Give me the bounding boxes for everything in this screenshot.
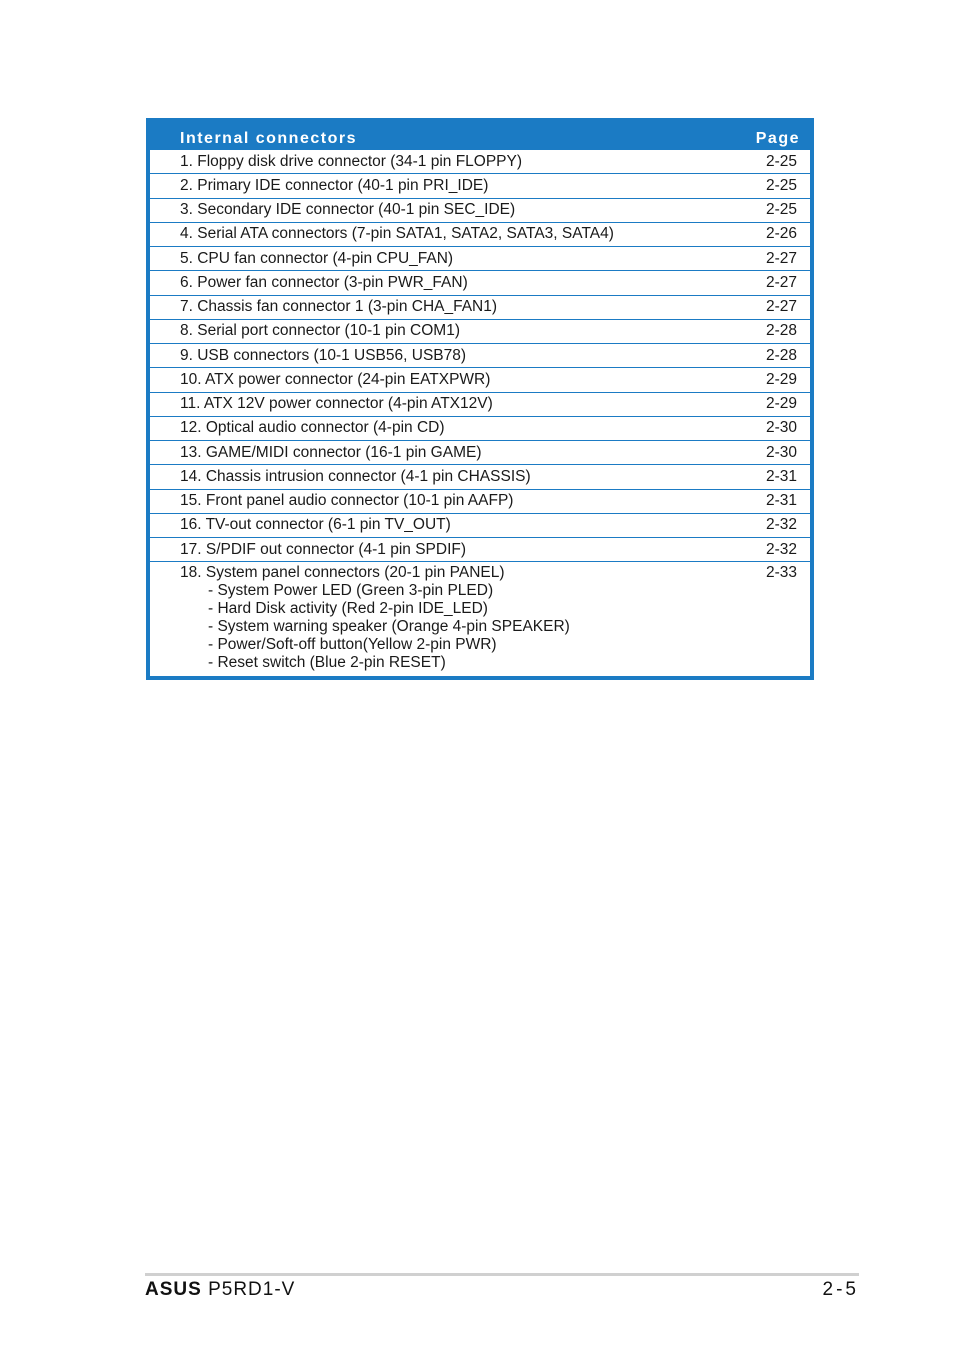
row-page: 2-30: [765, 443, 797, 461]
row-label: 16. TV-out connector (6-1 pin TV_OUT): [180, 516, 451, 534]
footer-brand: ASUS: [145, 1279, 202, 1300]
row-page: 2-28: [765, 322, 797, 340]
table-row: [150, 368, 810, 392]
row-label: 18. System panel connectors (20-1 pin PANEL): [180, 564, 505, 582]
table-row: [150, 393, 810, 417]
table-body: [150, 150, 810, 562]
sub-item-list: [180, 582, 570, 672]
row-label: 2. Primary IDE connector (40-1 pin PRI_IDE): [180, 176, 489, 194]
row-page: 2-33: [765, 564, 797, 582]
sub-item: - Power/Soft-off button(Yellow 2-pin PWR): [208, 636, 497, 654]
row-label: 17. S/PDIF out connector (4-1 pin SPDIF): [180, 540, 467, 558]
table-row: [150, 514, 810, 538]
row-label: 3. Secondary IDE connector (40-1 pin SEC_IDE): [180, 201, 516, 219]
row-label: 13. GAME/MIDI connector (16-1 pin GAME): [180, 443, 482, 461]
sub-item: - Reset switch (Blue 2-pin RESET): [208, 654, 446, 672]
row-page: 2-25: [765, 176, 797, 194]
table-row: [150, 223, 810, 247]
header-title: Internal connectors: [180, 130, 357, 147]
table-row: [150, 465, 810, 489]
row-label: 11. ATX 12V power connector (4-pin ATX12V): [180, 395, 493, 413]
row-label: 8. Serial port connector (10-1 pin COM1): [180, 322, 460, 340]
row-main: [180, 564, 570, 672]
row-page: 2-28: [765, 346, 797, 364]
row-page: 2-31: [765, 492, 797, 510]
row-page: 2-27: [765, 298, 797, 316]
table-row: [150, 320, 810, 344]
row-page: 2-25: [765, 152, 797, 170]
row-label: 7. Chassis fan connector 1 (3-pin CHA_FAN1): [180, 298, 498, 316]
row-label: 1. Floppy disk drive connector (34-1 pin FLOPPY): [180, 152, 523, 170]
internal-connectors-table: [146, 118, 814, 680]
footer-product: [145, 1279, 295, 1301]
row-label: 15. Front panel audio connector (10-1 pin AAFP): [180, 492, 514, 510]
row-label: 5. CPU fan connector (4-pin CPU_FAN): [180, 249, 454, 267]
sub-item: - System warning speaker (Orange 4-pin SPEAKER): [208, 618, 570, 636]
row-page: 2-26: [765, 225, 797, 243]
row-page: 2-32: [765, 540, 797, 558]
table-row: [150, 271, 810, 295]
table-row: [150, 441, 810, 465]
footer-page-number: 2-5: [822, 1279, 859, 1300]
table-row: [150, 247, 810, 271]
row-label: 9. USB connectors (10-1 USB56, USB78): [180, 346, 467, 364]
row-page: 2-30: [765, 419, 797, 437]
table-row: [150, 174, 810, 198]
header-page-label: Page: [755, 130, 800, 147]
row-page: 2-31: [765, 467, 797, 485]
footer-rule: [145, 1273, 859, 1276]
table-row: [150, 562, 810, 676]
row-label: 4. Serial ATA connectors (7-pin SATA1, SATA2, SATA3, SATA4): [180, 225, 614, 243]
row-page: 2-32: [765, 516, 797, 534]
table-row: [150, 417, 810, 441]
table-header: [150, 118, 810, 150]
table-row: [150, 199, 810, 223]
row-page: 2-27: [765, 249, 797, 267]
table-row: [150, 490, 810, 514]
row-label: 14. Chassis intrusion connector (4-1 pin CHASSIS): [180, 467, 531, 485]
table-row: [150, 296, 810, 320]
row-page: 2-27: [765, 273, 797, 291]
row-label: 6. Power fan connector (3-pin PWR_FAN): [180, 273, 468, 291]
row-page: 2-25: [765, 201, 797, 219]
row-page: 2-29: [765, 370, 797, 388]
row-page: 2-29: [765, 395, 797, 413]
row-label: 12. Optical audio connector (4-pin CD): [180, 419, 445, 437]
footer-model: P5RD1-V: [208, 1279, 296, 1300]
table-row: [150, 344, 810, 368]
sub-item: - Hard Disk activity (Red 2-pin IDE_LED): [208, 600, 488, 618]
sub-item: - System Power LED (Green 3-pin PLED): [208, 582, 494, 600]
row-label: 10. ATX power connector (24-pin EATXPWR): [180, 370, 491, 388]
table-row: [150, 150, 810, 174]
table-row: [150, 538, 810, 562]
